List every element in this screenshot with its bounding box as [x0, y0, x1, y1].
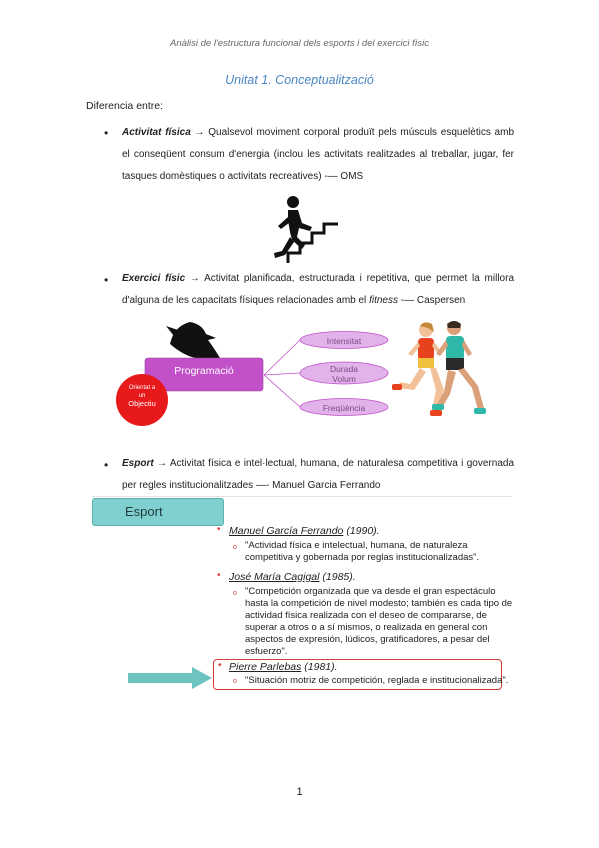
- ref-quote-line: competitiva y gobernada por reglas institucionalizadas".: [245, 552, 480, 563]
- definition-text: tasques domèstiques o activitats recreatives) -— OMS: [122, 171, 364, 182]
- definition-text: Activitat física e intel·lectual, humana, de naturalesa competitiva i governada: [169, 458, 515, 469]
- definition-activitat-fisica: [122, 122, 514, 188]
- ref-quote-line: "Situación motriz de competición, reglada e institucionalizada".: [245, 675, 509, 686]
- red-bullet: •: [217, 524, 221, 535]
- arrow-icon: →: [194, 127, 205, 138]
- ref-quote: [245, 586, 512, 658]
- ref-author: [229, 525, 380, 537]
- definition-text: Qualsevol moviment corporal produït pels músculs esquelètics amb: [208, 127, 515, 138]
- definition-text: -— Caspersen: [400, 295, 466, 306]
- ref-year: (1981).: [304, 661, 338, 673]
- bullet-dot: •: [104, 126, 109, 140]
- bullet-dot: •: [104, 458, 109, 472]
- climbing-stairs-icon: [268, 193, 344, 265]
- objectiu-line: un: [138, 392, 146, 399]
- bird-icon: [170, 322, 220, 358]
- runners-illustration: [388, 318, 488, 422]
- term-label: Exercici físic: [122, 273, 186, 284]
- pointer-arrow-icon: [128, 667, 212, 689]
- red-bullet: •: [217, 570, 221, 581]
- definition-italic: fitness: [369, 295, 398, 306]
- arrow-icon: →: [189, 273, 200, 284]
- ref-quote: [245, 675, 508, 687]
- oval-label-durada: [300, 364, 388, 384]
- sub-bullet: o: [233, 678, 237, 685]
- ref-quote-line: "Actividad física e intelectual, humana, de naturaleza: [245, 540, 468, 551]
- definition-text: d'alguna de les capacitats físiques relacionades amb el: [122, 295, 367, 306]
- ref-quote-line: aspectos de expresión, lúdicos, gratificadores, a pesar del: [245, 634, 490, 645]
- ref-author: [229, 571, 356, 583]
- definition-text: per regles institucionalitzades —- Manuel Garcia Ferrando: [122, 480, 381, 491]
- ref-author-name: José María Cagigal: [229, 571, 320, 583]
- divider: [92, 496, 512, 497]
- objectiu-line: Orientat a: [128, 385, 156, 391]
- esport-label-box: [92, 498, 224, 526]
- ref-quote-line: "Competición organizada que va desde el gran espectáculo: [245, 586, 496, 597]
- arrow-icon: →: [157, 458, 168, 469]
- term-label: Esport: [122, 458, 154, 469]
- definition-esport: [122, 453, 514, 497]
- oval-label-durada-1: Durada: [330, 364, 358, 374]
- oval-label-frequencia: Freqüència: [322, 403, 366, 413]
- oval-label-intensitat: Intensitat: [326, 336, 362, 346]
- unit-title: Unitat 1. Conceptualització: [225, 73, 374, 87]
- ref-author-name: Pierre Parlebas: [229, 661, 302, 673]
- ref-author: [229, 661, 338, 673]
- page-header: Anàlisi de l'estructura funcional dels esports i del exercici físic: [170, 38, 429, 49]
- sub-bullet: o: [233, 544, 237, 551]
- term-label: Activitat física: [122, 127, 191, 138]
- ref-quote-line: actividad física realizada con el deseo de compararse, de: [245, 610, 487, 621]
- oval-label-volum: Volum: [332, 374, 356, 384]
- ref-author-name: Manuel García Ferrando: [229, 525, 344, 537]
- intro-text: Diferencia entre:: [86, 100, 164, 112]
- red-bullet: •: [218, 660, 222, 671]
- ref-quote-line: esfuerzo".: [245, 646, 288, 657]
- bullet-dot: •: [104, 273, 109, 287]
- ref-quote-line: superar a otros o a sí mismos, o realizada en general con: [245, 622, 488, 633]
- ref-quote-line: hasta la competición de nivel modesto; también es cada tipo de: [245, 598, 513, 609]
- ref-year: (1990).: [346, 525, 380, 537]
- page-number: 1: [296, 786, 303, 798]
- esport-label: Esport: [125, 504, 163, 519]
- definition-text: Activitat planificada, estructurada i repetitiva, que permet la millora: [204, 273, 515, 284]
- objectiu-label: [116, 385, 168, 408]
- ref-year: (1985).: [322, 571, 356, 583]
- definition-text: el conseqüent consum d'energia (inclou les activitats realitzades al treballar, jugar, fer: [122, 149, 514, 160]
- programacio-label: Programació: [174, 365, 234, 377]
- ref-quote: [245, 540, 479, 564]
- sub-bullet: o: [233, 590, 237, 597]
- objectiu-line: Objectiu: [128, 399, 156, 408]
- definition-exercici-fisic: [122, 268, 514, 312]
